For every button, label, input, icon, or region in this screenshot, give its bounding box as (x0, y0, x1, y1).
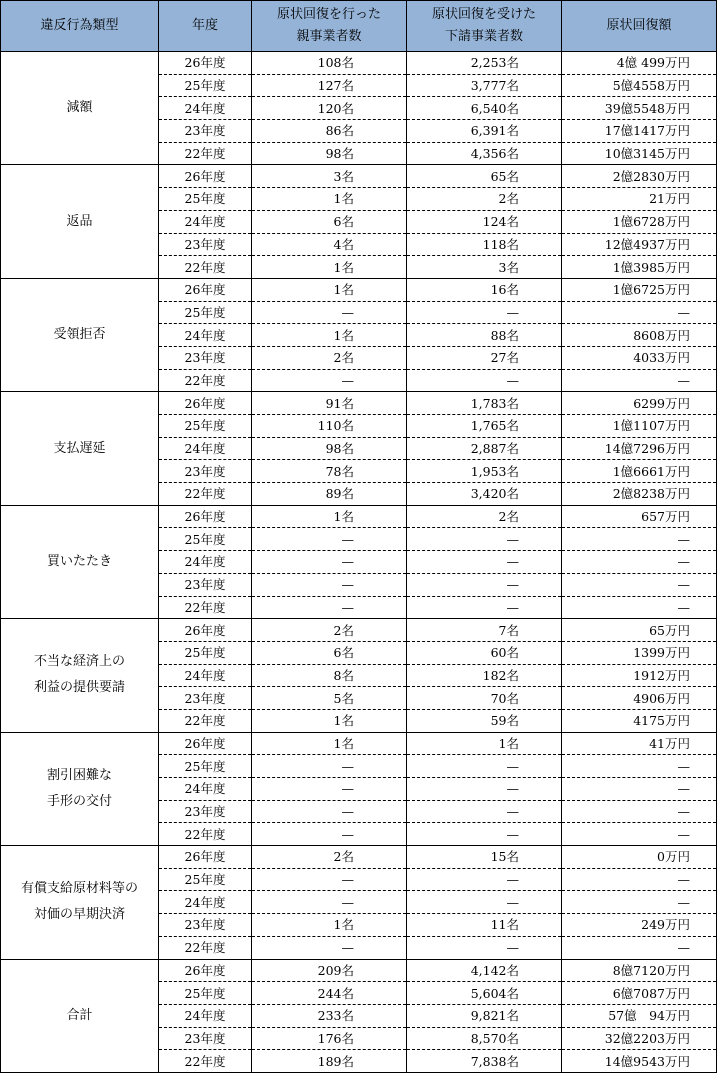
parents-cell: — (252, 551, 407, 574)
parents-cell: 78名 (252, 460, 407, 483)
year-cell: 24年度 (159, 437, 252, 460)
amount-cell: 2億2830万円 (562, 165, 717, 188)
year-cell: 26年度 (159, 392, 252, 415)
amount-cell: 21万円 (562, 188, 717, 211)
header-subs-line2: 下請事業者数 (444, 29, 523, 44)
amount-cell: 41万円 (562, 732, 717, 755)
amount-cell: 8億7120万円 (562, 959, 717, 982)
subs-cell: 124名 (407, 210, 562, 233)
parents-cell: 127名 (252, 74, 407, 97)
table-row (1, 392, 717, 415)
header-subs (407, 1, 562, 52)
amount-cell: — (562, 755, 717, 778)
year-cell: 26年度 (159, 52, 252, 75)
table-row (1, 165, 717, 188)
amount-cell: 5億4558万円 (562, 74, 717, 97)
category-label: 受領拒否 (53, 327, 106, 343)
parents-cell: 244名 (252, 982, 407, 1005)
year-cell: 23年度 (159, 233, 252, 256)
year-cell: 24年度 (159, 210, 252, 233)
category-cell (1, 732, 159, 845)
header-parents-line2: 親事業者数 (296, 29, 362, 44)
category-label: 割引困難な (46, 767, 112, 783)
year-cell: 25年度 (159, 755, 252, 778)
category-label: 支払遅延 (53, 440, 106, 456)
parents-cell: 6名 (252, 641, 407, 664)
amount-cell: 17億1417万円 (562, 120, 717, 143)
amount-cell: — (562, 868, 717, 891)
year-cell: 22年度 (159, 142, 252, 165)
year-cell: 22年度 (159, 823, 252, 846)
amount-cell: 6299万円 (562, 392, 717, 415)
subs-cell: — (407, 551, 562, 574)
year-cell: 23年度 (159, 346, 252, 369)
category-label: 対価の早期決済 (33, 907, 125, 923)
parents-cell: — (252, 573, 407, 596)
amount-cell: 1億3985万円 (562, 256, 717, 279)
header-parents (252, 1, 407, 52)
amount-cell: 2億8238万円 (562, 483, 717, 506)
parents-cell: 91名 (252, 392, 407, 415)
category-label: 返品 (66, 213, 93, 229)
subs-cell: — (407, 800, 562, 823)
parents-cell: 89名 (252, 483, 407, 506)
subs-cell: — (407, 596, 562, 619)
subs-cell: 118名 (407, 233, 562, 256)
amount-cell: 4033万円 (562, 346, 717, 369)
amount-cell: — (562, 369, 717, 392)
amount-cell: 32億2203万円 (562, 1027, 717, 1050)
parents-cell: 209名 (252, 959, 407, 982)
year-cell: 25年度 (159, 868, 252, 891)
parents-cell: 189名 (252, 1050, 407, 1073)
year-cell: 24年度 (159, 664, 252, 687)
table-row (1, 619, 717, 642)
header-subs-line1: 原状回復を受けた (431, 7, 536, 22)
parents-cell: 1名 (252, 505, 407, 528)
amount-cell: — (562, 800, 717, 823)
year-cell: 24年度 (159, 551, 252, 574)
year-cell: 23年度 (159, 687, 252, 710)
subs-cell: 60名 (407, 641, 562, 664)
amount-cell: 4億 499万円 (562, 52, 717, 75)
header-year: 年度 (159, 1, 252, 52)
amount-cell: 1399万円 (562, 641, 717, 664)
subs-cell: — (407, 891, 562, 914)
year-cell: 26年度 (159, 732, 252, 755)
year-cell: 22年度 (159, 483, 252, 506)
parents-cell: — (252, 755, 407, 778)
parents-cell: 2名 (252, 619, 407, 642)
year-cell: 26年度 (159, 619, 252, 642)
amount-cell: 10億3145万円 (562, 142, 717, 165)
parents-cell: — (252, 778, 407, 801)
subs-cell: 3名 (407, 256, 562, 279)
year-cell: 24年度 (159, 324, 252, 347)
category-label: 買いたたき (46, 553, 112, 569)
subs-cell: 1,765名 (407, 415, 562, 438)
year-cell: 25年度 (159, 982, 252, 1005)
year-cell: 25年度 (159, 301, 252, 324)
parents-cell: 8名 (252, 664, 407, 687)
table-row (1, 732, 717, 755)
parents-cell: 1名 (252, 709, 407, 732)
parents-cell: 108名 (252, 52, 407, 75)
subs-cell: 1,783名 (407, 392, 562, 415)
year-cell: 22年度 (159, 256, 252, 279)
amount-cell: — (562, 573, 717, 596)
parents-cell: — (252, 891, 407, 914)
parents-cell: 1名 (252, 732, 407, 755)
amount-cell: 1億6725万円 (562, 278, 717, 301)
year-cell: 23年度 (159, 914, 252, 937)
subs-cell: 59名 (407, 709, 562, 732)
parents-cell: — (252, 301, 407, 324)
parents-cell: 233名 (252, 1004, 407, 1027)
year-cell: 25年度 (159, 415, 252, 438)
year-cell: 26年度 (159, 278, 252, 301)
parents-cell: 2名 (252, 846, 407, 869)
amount-cell: 39億5548万円 (562, 97, 717, 120)
subs-cell: 8,570名 (407, 1027, 562, 1050)
parents-cell: 176名 (252, 1027, 407, 1050)
subs-cell: 2名 (407, 505, 562, 528)
subs-cell: 2名 (407, 188, 562, 211)
parents-cell: — (252, 800, 407, 823)
amount-cell: 657万円 (562, 505, 717, 528)
subs-cell: — (407, 936, 562, 959)
subs-cell: — (407, 301, 562, 324)
subs-cell: 65名 (407, 165, 562, 188)
subs-cell: 16名 (407, 278, 562, 301)
year-cell: 22年度 (159, 596, 252, 619)
amount-cell: 1912万円 (562, 664, 717, 687)
parents-cell: 98名 (252, 142, 407, 165)
parents-cell: — (252, 868, 407, 891)
header-type: 違反行為類型 (1, 1, 159, 52)
subs-cell: 27名 (407, 346, 562, 369)
amount-cell: 4175万円 (562, 709, 717, 732)
parents-cell: 5名 (252, 687, 407, 710)
subs-cell: 3,777名 (407, 74, 562, 97)
subs-cell: 5,604名 (407, 982, 562, 1005)
amount-cell: 1億6728万円 (562, 210, 717, 233)
amount-cell: 249万円 (562, 914, 717, 937)
parents-cell: 2名 (252, 346, 407, 369)
subs-cell: 6,391名 (407, 120, 562, 143)
subs-cell: — (407, 823, 562, 846)
parents-cell: 110名 (252, 415, 407, 438)
year-cell: 25年度 (159, 641, 252, 664)
parents-cell: 86名 (252, 120, 407, 143)
category-label: 合計 (66, 1007, 93, 1023)
year-cell: 22年度 (159, 1050, 252, 1073)
year-cell: 24年度 (159, 778, 252, 801)
year-cell: 23年度 (159, 800, 252, 823)
amount-cell: — (562, 596, 717, 619)
subs-cell: 1,953名 (407, 460, 562, 483)
category-cell (1, 846, 159, 959)
parents-cell: 4名 (252, 233, 407, 256)
year-cell: 24年度 (159, 1004, 252, 1027)
parents-cell: — (252, 369, 407, 392)
subs-cell: 4,142名 (407, 959, 562, 982)
category-cell (1, 392, 159, 505)
category-label: 利益の提供要請 (33, 680, 125, 696)
category-cell (1, 278, 159, 391)
parents-cell: 6名 (252, 210, 407, 233)
amount-cell: 1億6661万円 (562, 460, 717, 483)
year-cell: 23年度 (159, 460, 252, 483)
header-row (1, 1, 717, 52)
subs-cell: 4,356名 (407, 142, 562, 165)
amount-cell: 57億 94万円 (562, 1004, 717, 1027)
year-cell: 25年度 (159, 528, 252, 551)
amount-cell: — (562, 823, 717, 846)
year-cell: 24年度 (159, 891, 252, 914)
amount-cell: — (562, 891, 717, 914)
amount-cell: 6億7087万円 (562, 982, 717, 1005)
amount-cell: 4906万円 (562, 687, 717, 710)
subs-cell: 88名 (407, 324, 562, 347)
subs-cell: — (407, 755, 562, 778)
subs-cell: 70名 (407, 687, 562, 710)
amount-cell: — (562, 551, 717, 574)
amount-cell: 8608万円 (562, 324, 717, 347)
parents-cell: 3名 (252, 165, 407, 188)
category-cell (1, 165, 159, 278)
year-cell: 23年度 (159, 1027, 252, 1050)
parents-cell: 1名 (252, 256, 407, 279)
header-parents-line1: 原状回復を行った (276, 7, 381, 22)
category-label: 手形の交付 (46, 793, 112, 809)
table-row (1, 959, 717, 982)
amount-cell: 14億7296万円 (562, 437, 717, 460)
table-row (1, 52, 717, 75)
year-cell: 26年度 (159, 959, 252, 982)
category-cell (1, 619, 159, 732)
amount-cell: — (562, 936, 717, 959)
year-cell: 25年度 (159, 74, 252, 97)
subs-cell: — (407, 778, 562, 801)
amount-cell: 12億4937万円 (562, 233, 717, 256)
amount-cell: 65万円 (562, 619, 717, 642)
subs-cell: 182名 (407, 664, 562, 687)
table-body (1, 52, 717, 1073)
table-row (1, 278, 717, 301)
subs-cell: 11名 (407, 914, 562, 937)
subs-cell: 1名 (407, 732, 562, 755)
parents-cell: 120名 (252, 97, 407, 120)
category-cell (1, 505, 159, 618)
parents-cell: 1名 (252, 278, 407, 301)
year-cell: 26年度 (159, 846, 252, 869)
year-cell: 22年度 (159, 936, 252, 959)
amount-cell: — (562, 301, 717, 324)
parents-cell: 1名 (252, 914, 407, 937)
subs-cell: — (407, 369, 562, 392)
category-label: 有償支給原材料等の (20, 881, 138, 897)
parents-cell: 1名 (252, 188, 407, 211)
subs-cell: — (407, 528, 562, 551)
subs-cell: — (407, 573, 562, 596)
parents-cell: — (252, 528, 407, 551)
subs-cell: 7,838名 (407, 1050, 562, 1073)
year-cell: 23年度 (159, 120, 252, 143)
table-row (1, 505, 717, 528)
parents-cell: — (252, 596, 407, 619)
amount-cell: — (562, 528, 717, 551)
year-cell: 23年度 (159, 573, 252, 596)
subs-cell: 7名 (407, 619, 562, 642)
subs-cell: 3,420名 (407, 483, 562, 506)
subs-cell: 9,821名 (407, 1004, 562, 1027)
category-cell (1, 959, 159, 1072)
parents-cell: — (252, 936, 407, 959)
subs-cell: 2,887名 (407, 437, 562, 460)
subs-cell: 15名 (407, 846, 562, 869)
amount-cell: 0万円 (562, 846, 717, 869)
subs-cell: — (407, 868, 562, 891)
amount-cell: — (562, 778, 717, 801)
amount-cell: 14億9543万円 (562, 1050, 717, 1073)
category-label: 不当な経済上の (33, 654, 125, 670)
parents-cell: — (252, 823, 407, 846)
subs-cell: 6,540名 (407, 97, 562, 120)
year-cell: 26年度 (159, 165, 252, 188)
year-cell: 22年度 (159, 709, 252, 732)
header-amount: 原状回復額 (562, 1, 717, 52)
year-cell: 22年度 (159, 369, 252, 392)
parents-cell: 98名 (252, 437, 407, 460)
amount-cell: 1億1107万円 (562, 415, 717, 438)
year-cell: 25年度 (159, 188, 252, 211)
year-cell: 26年度 (159, 505, 252, 528)
category-cell (1, 52, 159, 165)
parents-cell: 1名 (252, 324, 407, 347)
year-cell: 24年度 (159, 97, 252, 120)
table-row (1, 846, 717, 869)
subs-cell: 2,253名 (407, 52, 562, 75)
category-label: 減額 (66, 100, 93, 116)
